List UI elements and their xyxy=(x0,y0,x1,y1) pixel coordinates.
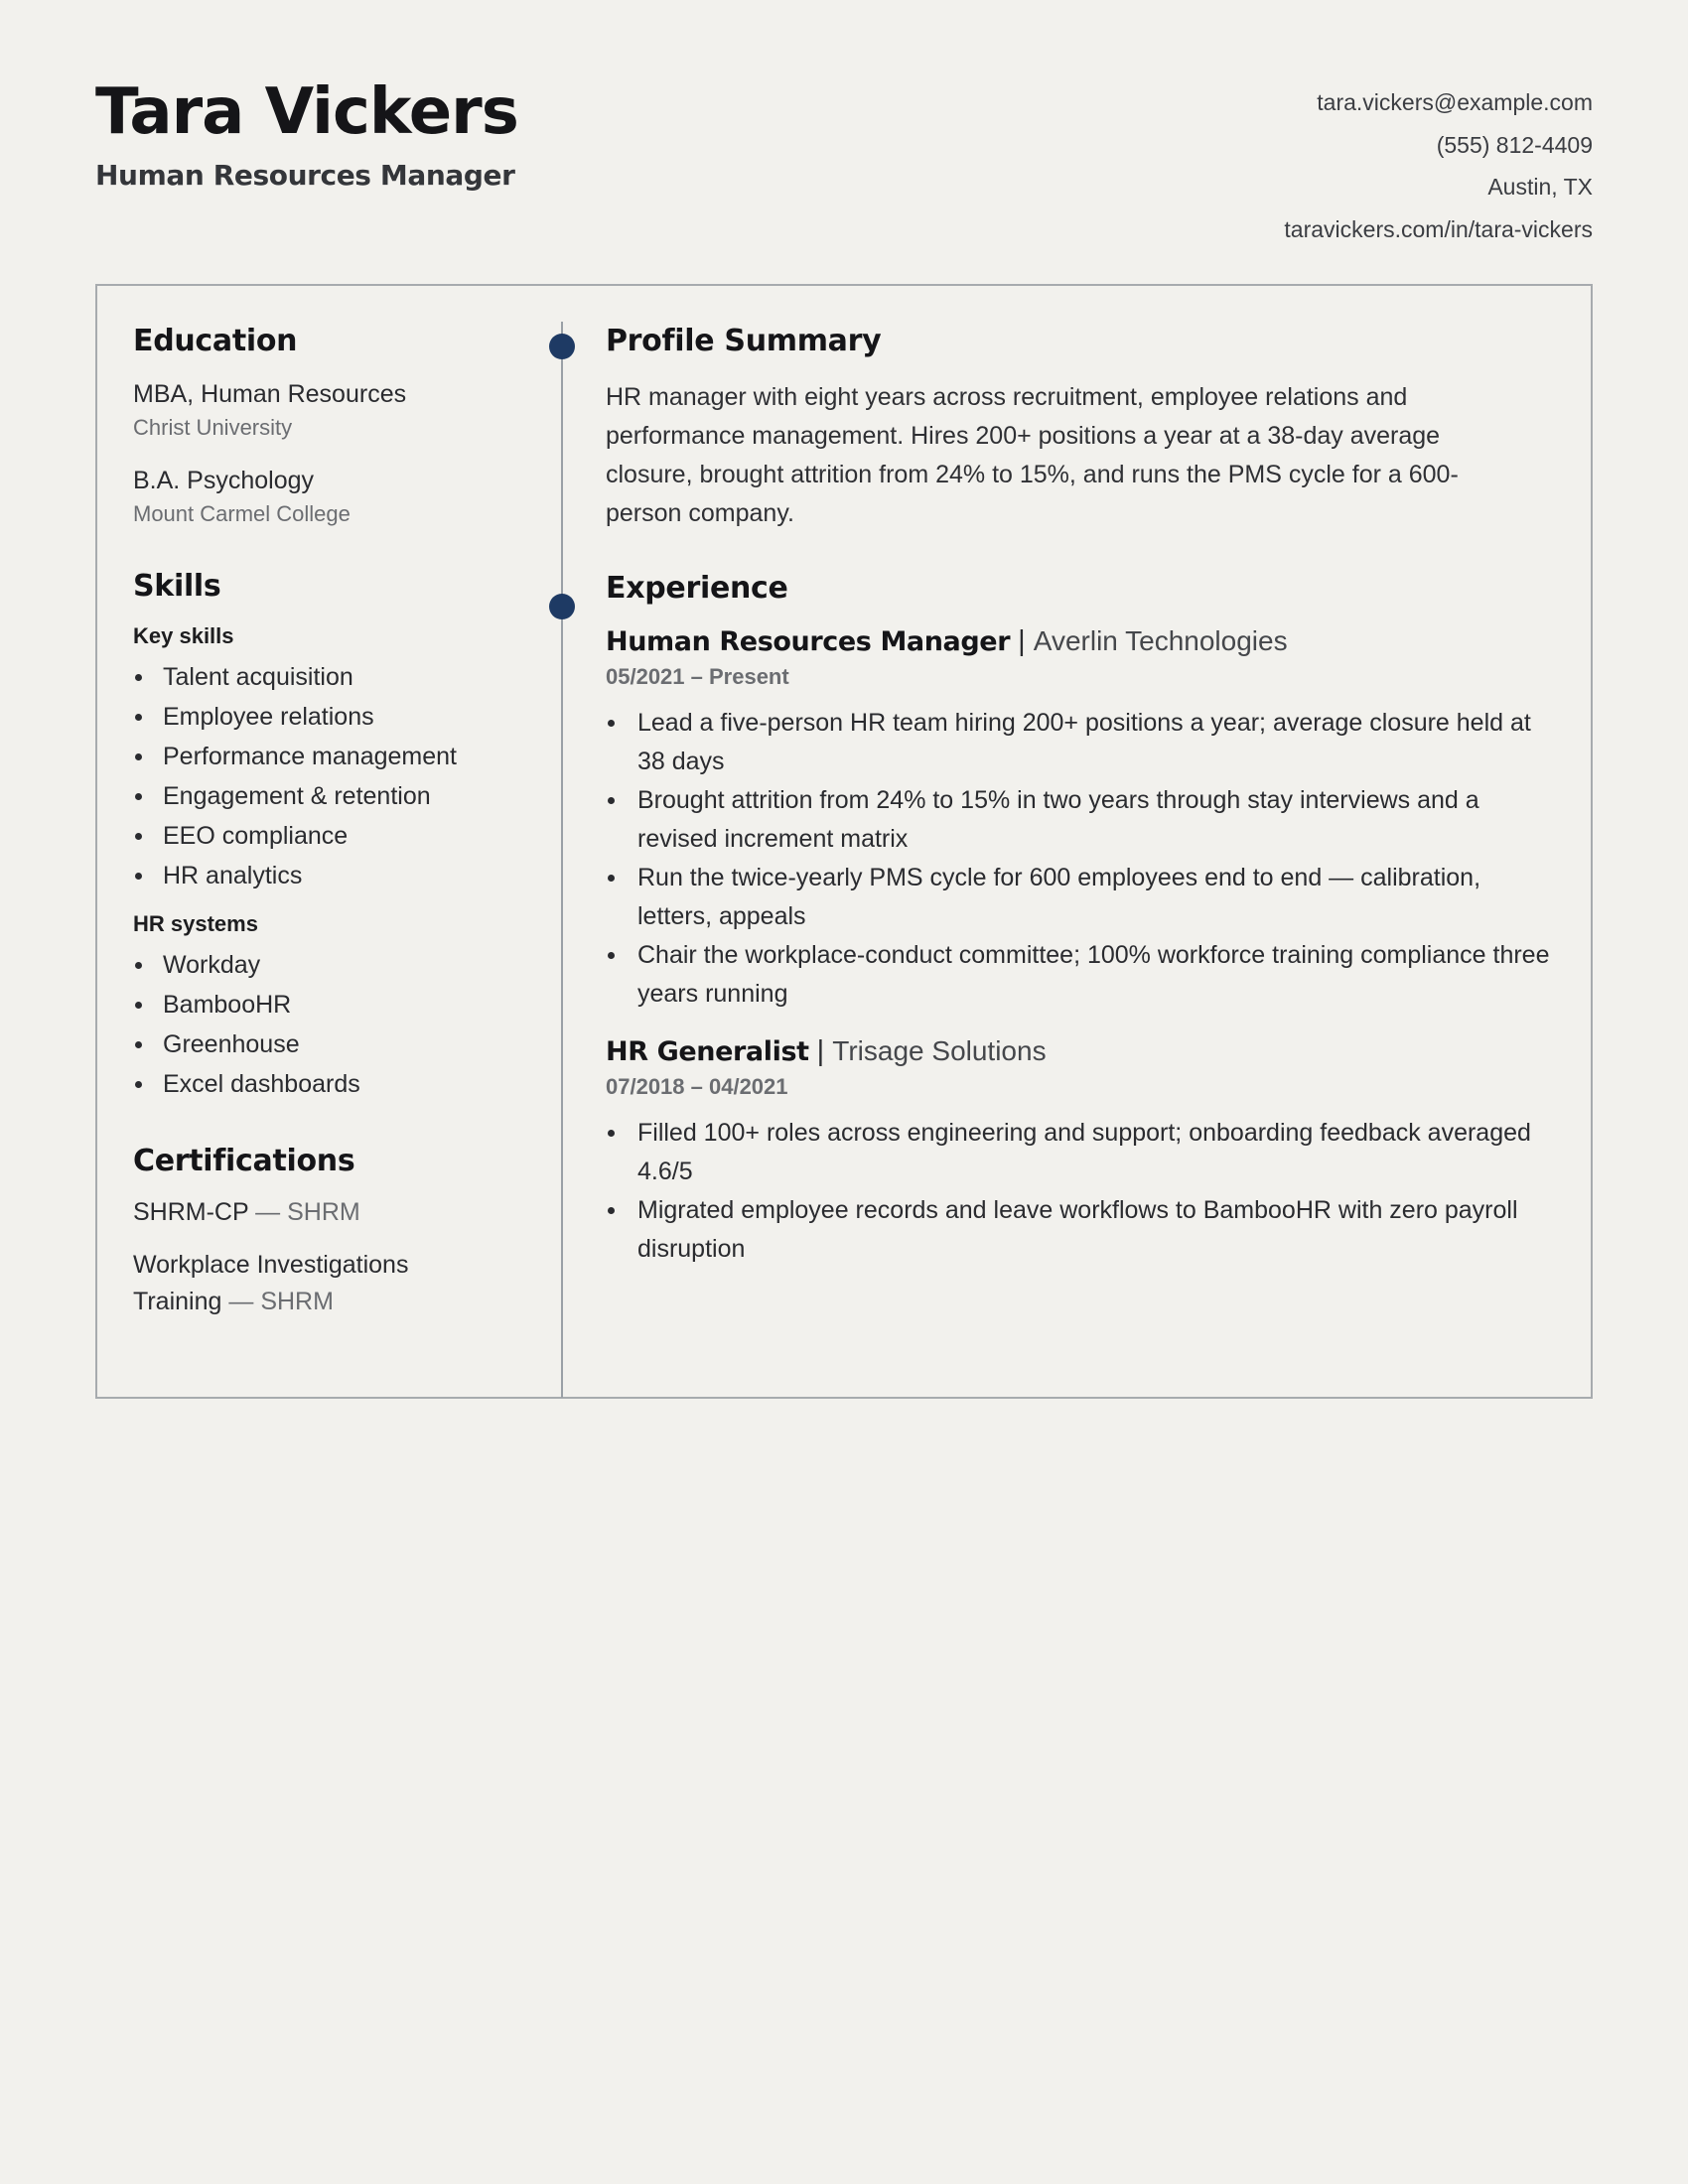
education-degree: B.A. Psychology xyxy=(133,467,315,494)
experience-section xyxy=(606,571,1559,1269)
education-school: Mount Carmel College xyxy=(133,501,351,526)
list-item: Performance management xyxy=(133,737,530,776)
job-header xyxy=(606,1035,1559,1068)
list-item: Migrated employee records and leave workflows to BambooHR with zero payroll disruption xyxy=(606,1191,1559,1269)
summary-heading: Profile Summary xyxy=(606,324,882,358)
job-entry xyxy=(606,625,1559,1014)
job-dates: 05/2021 – Present xyxy=(606,664,789,689)
certifications-heading: Certifications xyxy=(133,1144,355,1178)
contact-block xyxy=(1284,81,1593,250)
job-dates: 07/2018 – 04/2021 xyxy=(606,1074,788,1099)
left-column xyxy=(133,324,530,1320)
education-item xyxy=(133,380,530,441)
education-item xyxy=(133,467,530,527)
list-item: Excel dashboards xyxy=(133,1064,530,1104)
contact-location: Austin, TX xyxy=(1487,174,1593,200)
job-separator: | xyxy=(1010,625,1034,657)
certifications-section xyxy=(133,1144,530,1320)
hr-systems-list xyxy=(133,945,530,1104)
certification-item xyxy=(133,1194,530,1231)
education-school: Christ University xyxy=(133,415,293,440)
list-item: Filled 100+ roles across engineering and support; onboarding feedback averaged 4.6/5 xyxy=(606,1114,1559,1191)
list-item: Engagement & retention xyxy=(133,776,530,816)
skills-section xyxy=(133,569,530,1104)
job-bullets xyxy=(606,704,1559,1014)
education-heading: Education xyxy=(133,324,298,358)
hr-systems-heading: HR systems xyxy=(133,911,258,936)
job-company: Averlin Technologies xyxy=(1033,625,1288,656)
list-item: BambooHR xyxy=(133,985,530,1024)
certification-separator: — xyxy=(248,1198,288,1226)
candidate-title: Human Resources Manager xyxy=(95,159,515,192)
key-skills-list xyxy=(133,657,530,895)
education-section xyxy=(133,324,530,527)
list-item: Lead a five-person HR team hiring 200+ positions a year; average closure held at 38 days xyxy=(606,704,1559,781)
list-item: Run the twice-yearly PMS cycle for 600 employees end to end — calibration, letters, appeals xyxy=(606,859,1559,936)
contact-email[interactable]: tara.vickers@example.com xyxy=(1317,89,1593,115)
list-item: Brought attrition from 24% to 15% in two years through stay interviews and a revised increment matrix xyxy=(606,781,1559,859)
job-header xyxy=(606,625,1559,658)
timeline-dot-summary xyxy=(549,334,575,359)
list-item: EEO compliance xyxy=(133,816,530,856)
list-item: Talent acquisition xyxy=(133,657,530,697)
experience-heading: Experience xyxy=(606,571,788,606)
contact-website[interactable]: taravickers.com/in/tara-vickers xyxy=(1284,215,1593,242)
summary-section xyxy=(606,324,1559,533)
certification-org: SHRM xyxy=(260,1288,334,1315)
right-column xyxy=(606,324,1559,1269)
job-company: Trisage Solutions xyxy=(832,1035,1047,1066)
list-item: Greenhouse xyxy=(133,1024,530,1064)
education-degree: MBA, Human Resources xyxy=(133,380,407,408)
list-item: Workday xyxy=(133,945,530,985)
certification-name: SHRM-CP xyxy=(133,1198,249,1226)
certification-item xyxy=(133,1247,461,1320)
contact-phone: (555) 812-4409 xyxy=(1436,131,1593,158)
summary-text: HR manager with eight years across recruitment, employee relations and performance management. Hires 200+ positions a year at a 38-day average closure, brought attrition from 24% to 15%, and runs the PMS cycle for a 600-person company. xyxy=(606,383,1459,527)
candidate-name: Tara Vickers xyxy=(95,75,518,149)
list-item: Chair the workplace-conduct committee; 100% workforce training compliance three years running xyxy=(606,936,1559,1014)
resume-body-card xyxy=(95,284,1593,1399)
resume-header xyxy=(95,71,1593,250)
timeline-dot-experience xyxy=(549,594,575,619)
job-separator: | xyxy=(808,1035,833,1067)
job-title: Human Resources Manager xyxy=(606,626,1011,657)
job-bullets xyxy=(606,1114,1559,1269)
job-entry xyxy=(606,1035,1559,1269)
job-title: HR Generalist xyxy=(606,1036,809,1067)
list-item: HR analytics xyxy=(133,856,530,895)
timeline-line xyxy=(561,322,563,1398)
certification-separator: — xyxy=(221,1288,261,1315)
certification-name: Workplace Investigations Training xyxy=(133,1251,409,1315)
skills-heading: Skills xyxy=(133,569,221,604)
list-item: Employee relations xyxy=(133,697,530,737)
key-skills-heading: Key skills xyxy=(133,623,234,648)
certification-org: SHRM xyxy=(287,1198,360,1226)
